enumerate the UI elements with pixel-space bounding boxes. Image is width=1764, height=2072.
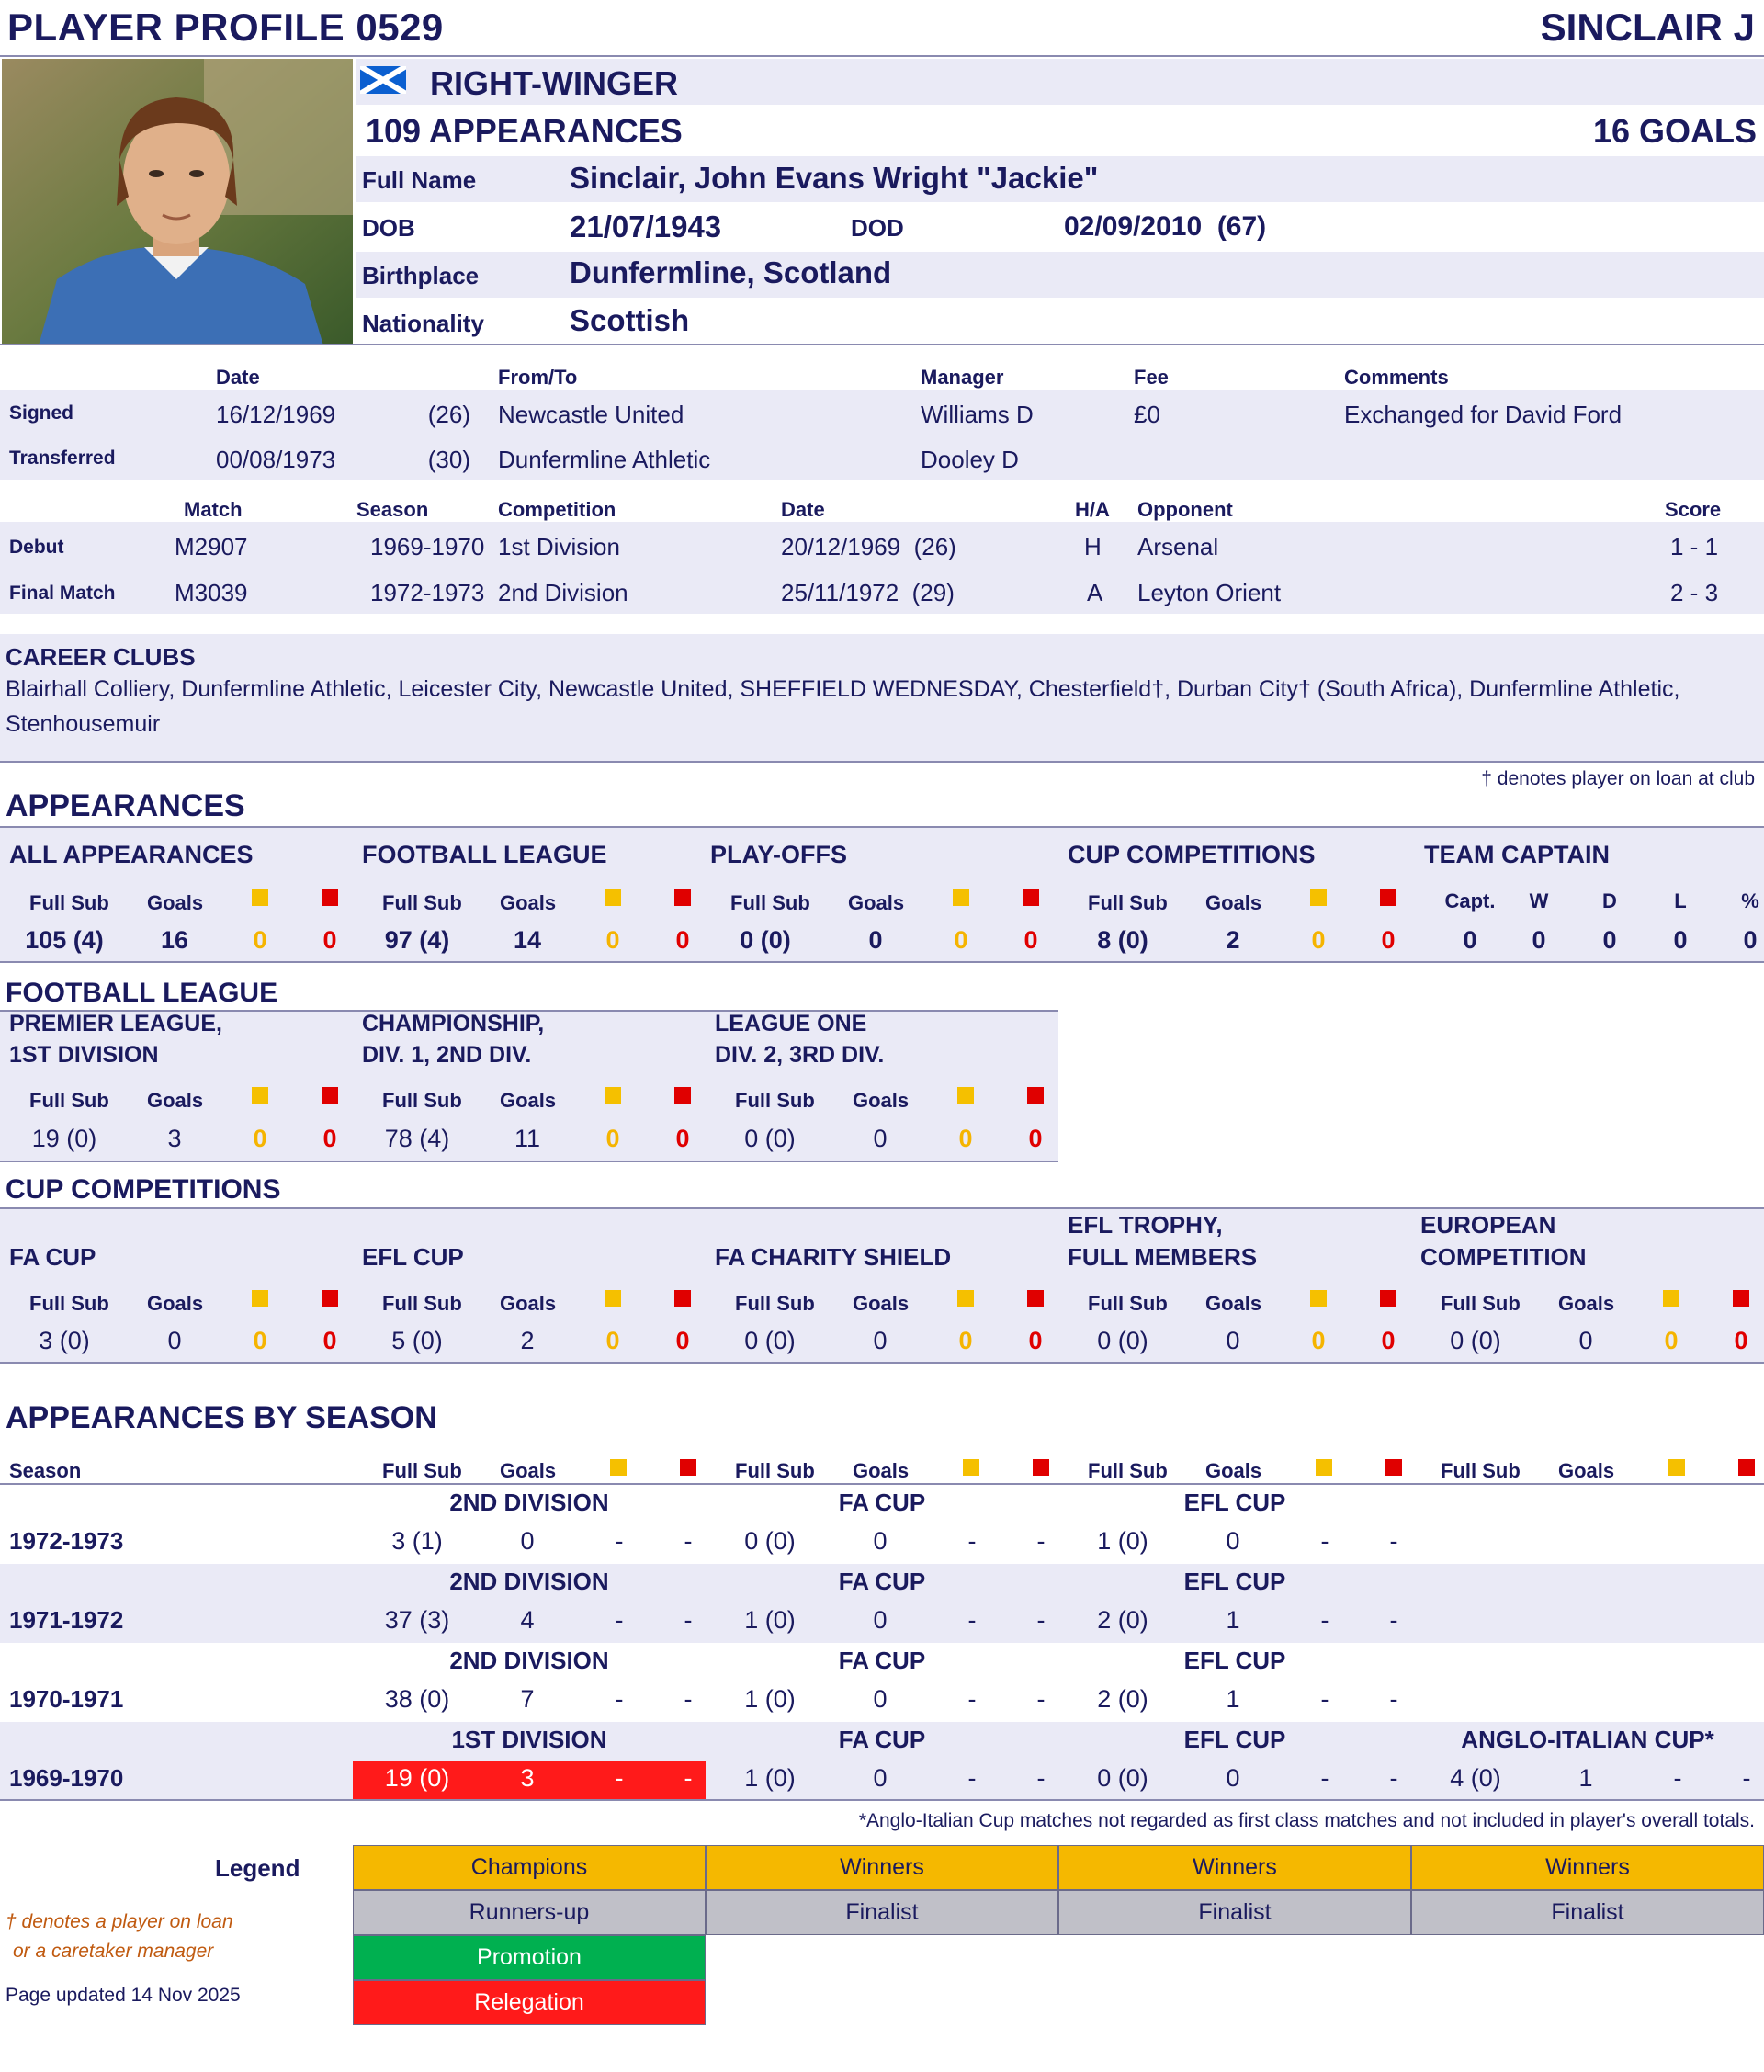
yellow-card-icon — [605, 889, 621, 906]
stat-full-sub: 0 (0) — [1097, 1327, 1148, 1354]
season-yellow: - — [967, 1606, 977, 1634]
match-row-opponent: Leyton Orient — [1137, 579, 1282, 606]
match-row-score: 2 - 3 — [1670, 579, 1719, 606]
col-header-goals: Goals — [500, 891, 557, 914]
stat-block-title-line1: EUROPEAN — [1420, 1211, 1556, 1239]
match-row-id: M3039 — [175, 579, 248, 606]
season-yellow: - — [1320, 1764, 1329, 1792]
stat-goals: 0 — [868, 926, 883, 954]
season-full-sub: 1 (0) — [744, 1764, 796, 1792]
transfer-row-age: (30) — [427, 446, 470, 473]
legend-label: Legend — [215, 1854, 300, 1882]
season-yellow: - — [1673, 1764, 1682, 1792]
stat-red-cards: 0 — [1028, 1327, 1043, 1354]
captain-header-capt: Capt. — [1444, 889, 1496, 912]
season-goals: 0 — [873, 1527, 888, 1555]
season-goals: 1 — [1226, 1606, 1240, 1634]
season-red: - — [684, 1685, 693, 1713]
birthplace-label: Birthplace — [362, 262, 480, 289]
col-header-goals: Goals — [1205, 1459, 1262, 1482]
col-header-full-sub: Full Sub — [382, 1292, 462, 1315]
season-competition-name: EFL CUP — [1183, 1726, 1286, 1753]
stat-full-sub: 0 (0) — [1450, 1327, 1501, 1354]
captain-header-l: L — [1674, 889, 1687, 912]
stat-full-sub: 78 (4) — [384, 1125, 450, 1152]
transfer-row-fee: £0 — [1134, 401, 1160, 428]
red-card-icon — [1027, 1290, 1044, 1307]
stat-block-title: PLAY-OFFS — [710, 841, 848, 868]
legend-promotion: Promotion — [353, 1935, 706, 1980]
yellow-card-icon — [957, 1290, 974, 1307]
match-row-score: 1 - 1 — [1670, 533, 1719, 560]
stat-block-title-line1: CHAMPIONSHIP, — [362, 1011, 545, 1036]
player-photo — [2, 59, 353, 345]
legend-finalist: Finalist — [706, 1890, 1058, 1935]
stat-red-cards: 0 — [675, 1125, 690, 1152]
appearances-total: 109 APPEARANCES — [366, 112, 683, 150]
col-header-full-sub: Full Sub — [382, 1089, 462, 1112]
stat-goals: 0 — [1226, 1327, 1240, 1354]
dob-value: 21/07/1943 — [570, 209, 722, 243]
red-card-icon — [1738, 1459, 1755, 1476]
legend-champions: Champions — [353, 1845, 706, 1890]
match-header-ha: H/A — [1075, 498, 1110, 521]
stat-yellow-cards: 0 — [1664, 1327, 1679, 1354]
red-card-icon — [322, 889, 338, 906]
match-header-match: Match — [184, 498, 243, 521]
season-yellow: - — [1320, 1527, 1329, 1555]
season-yellow: - — [967, 1685, 977, 1713]
stat-red-cards: 0 — [675, 926, 690, 954]
stat-full-sub: 0 (0) — [744, 1327, 796, 1354]
match-row-date: 25/11/1972 (29) — [781, 579, 955, 606]
full-name-value: Sinclair, John Evans Wright "Jackie" — [570, 161, 1099, 195]
transfer-row-date: 00/08/1973 — [216, 446, 336, 473]
football-league-heading: FOOTBALL LEAGUE — [6, 978, 278, 1008]
yellow-card-icon — [1310, 889, 1327, 906]
col-header-full-sub: Full Sub — [730, 891, 810, 914]
season-goals: 0 — [873, 1606, 888, 1634]
red-card-icon — [322, 1087, 338, 1104]
col-header-full-sub: Full Sub — [29, 1292, 109, 1315]
season-yellow: - — [615, 1764, 624, 1792]
stat-red-cards: 0 — [1381, 1327, 1396, 1354]
captain-header-w: W — [1529, 889, 1549, 912]
bio-band-3 — [356, 252, 1764, 298]
season-yellow: - — [615, 1685, 624, 1713]
season-competition-name: 2ND DIVISION — [449, 1489, 609, 1516]
col-header-full-sub: Full Sub — [29, 891, 109, 914]
captain-value-l: 0 — [1673, 926, 1688, 954]
stat-yellow-cards: 0 — [605, 926, 620, 954]
loan-note: † denotes player on loan at club — [1481, 768, 1755, 789]
player-position: RIGHT-WINGER — [430, 64, 678, 102]
col-header-goals: Goals — [853, 1459, 910, 1482]
yellow-card-icon — [1668, 1459, 1685, 1476]
season-full-sub: 0 (0) — [744, 1527, 796, 1555]
fl-bottom-line — [0, 1161, 1058, 1162]
season-full-sub: 37 (3) — [384, 1606, 450, 1634]
stat-block-title-line1: PREMIER LEAGUE, — [9, 1011, 222, 1036]
match-row-label: Debut — [9, 537, 64, 558]
stat-yellow-cards: 0 — [1311, 926, 1326, 954]
match-header-competition: Competition — [498, 498, 616, 521]
stat-block-title: DIV. 2, 3RD DIV. — [715, 1042, 885, 1068]
season-full-sub: 0 (0) — [1097, 1764, 1148, 1792]
yellow-card-icon — [252, 1087, 268, 1104]
season-label: 1971-1972 — [9, 1606, 124, 1634]
match-header-date: Date — [781, 498, 825, 521]
legend-finalist: Finalist — [1411, 1890, 1764, 1935]
yellow-card-icon — [953, 889, 969, 906]
loan-caretaker-note-2: or a caretaker manager — [13, 1941, 214, 1962]
yellow-card-icon — [252, 1290, 268, 1307]
page-updated: Page updated 14 Nov 2025 — [6, 1985, 241, 2006]
season-full-sub: 1 (0) — [1097, 1527, 1148, 1555]
yellow-card-icon — [1316, 1459, 1332, 1476]
season-full-sub: 2 (0) — [1097, 1606, 1148, 1634]
stat-block-title: FOOTBALL LEAGUE — [362, 841, 607, 868]
season-goals: 0 — [1226, 1764, 1240, 1792]
season-competition-name: FA CUP — [838, 1726, 926, 1753]
stat-red-cards: 0 — [322, 1327, 337, 1354]
transfer-header-club: From/To — [498, 366, 578, 389]
stat-block-title: FA CUP — [9, 1243, 96, 1271]
season-competition-name: 2ND DIVISION — [449, 1568, 609, 1595]
stat-block-title: EFL CUP — [362, 1243, 464, 1271]
transfer-row-date: 16/12/1969 — [216, 401, 336, 428]
col-header-goals: Goals — [1558, 1292, 1615, 1315]
season-goals: 0 — [873, 1685, 888, 1713]
stat-goals: 0 — [1578, 1327, 1593, 1354]
transfer-header-manager: Manager — [921, 366, 1004, 389]
season-competition-name: EFL CUP — [1183, 1647, 1286, 1674]
stat-red-cards: 0 — [322, 1125, 337, 1152]
red-card-icon — [1033, 1459, 1049, 1476]
season-label: 1972-1973 — [9, 1527, 124, 1555]
legend-winners: Winners — [1411, 1845, 1764, 1890]
season-goals: 1 — [1578, 1764, 1593, 1792]
col-header-goals: Goals — [1205, 891, 1262, 914]
career-heading: CAREER CLUBS — [6, 643, 196, 671]
stat-goals: 0 — [873, 1327, 888, 1354]
red-card-icon — [1380, 1290, 1396, 1307]
red-card-icon — [1380, 889, 1396, 906]
col-header-goals: Goals — [500, 1089, 557, 1112]
career-clubs-line2: Stenhousemuir — [6, 711, 161, 737]
col-header-full-sub: Full Sub — [735, 1292, 815, 1315]
season-full-sub: 3 (1) — [391, 1527, 443, 1555]
goals-total: 16 GOALS — [1592, 112, 1757, 150]
match-row-season: 1972-1973 — [370, 579, 485, 606]
season-column-label: Season — [9, 1459, 82, 1482]
legend-winners: Winners — [706, 1845, 1058, 1890]
stat-red-cards: 0 — [322, 926, 337, 954]
stat-goals: 3 — [167, 1125, 182, 1152]
season-yellow: - — [967, 1764, 977, 1792]
season-goals: 0 — [1226, 1527, 1240, 1555]
captain-value-capt: 0 — [1463, 926, 1477, 954]
col-header-full-sub: Full Sub — [1088, 1459, 1168, 1482]
season-full-sub: 1 (0) — [744, 1606, 796, 1634]
season-yellow: - — [967, 1527, 977, 1555]
captain-value-w: 0 — [1532, 926, 1546, 954]
season-red: - — [1036, 1527, 1046, 1555]
scotland-flag-icon — [360, 66, 406, 94]
col-header-goals: Goals — [1558, 1459, 1615, 1482]
match-row-date: 20/12/1969 (26) — [781, 533, 956, 560]
stat-goals: 2 — [1226, 926, 1240, 954]
captain-header-pct: % — [1741, 889, 1759, 912]
season-red: - — [1389, 1527, 1398, 1555]
season-goals: 7 — [520, 1685, 535, 1713]
captain-title: TEAM CAPTAIN — [1424, 841, 1610, 868]
stat-goals: 14 — [513, 926, 542, 954]
stat-goals: 11 — [514, 1125, 541, 1152]
season-label: 1970-1971 — [9, 1685, 124, 1713]
stat-full-sub: 19 (0) — [31, 1125, 97, 1152]
nationality-label: Nationality — [362, 310, 484, 337]
stat-yellow-cards: 0 — [605, 1327, 620, 1354]
dod-label: DOD — [851, 214, 904, 242]
match-header-opponent: Opponent — [1137, 498, 1233, 521]
season-yellow: - — [1320, 1606, 1329, 1634]
transfer-header-date: Date — [216, 366, 260, 389]
season-red: - — [684, 1764, 693, 1792]
cup-competitions-heading: CUP COMPETITIONS — [6, 1174, 281, 1205]
stat-full-sub: 0 (0) — [740, 926, 791, 954]
season-label: 1969-1970 — [9, 1764, 124, 1792]
season-red: - — [1389, 1764, 1398, 1792]
player-short-name: SINCLAIR J — [1540, 6, 1755, 49]
stat-yellow-cards: 0 — [958, 1327, 973, 1354]
season-yellow: - — [615, 1606, 624, 1634]
season-full-sub: 2 (0) — [1097, 1685, 1148, 1713]
season-competition-name: FA CUP — [838, 1568, 926, 1595]
col-header-full-sub: Full Sub — [1088, 891, 1168, 914]
season-red: - — [1036, 1685, 1046, 1713]
season-competition-name: 2ND DIVISION — [449, 1647, 609, 1674]
col-header-goals: Goals — [853, 1292, 910, 1315]
red-card-icon — [674, 1290, 691, 1307]
anglo-italian-footnote: *Anglo-Italian Cup matches not regarded as first class matches and not included in player's overall totals. — [858, 1810, 1755, 1831]
stat-red-cards: 0 — [1023, 926, 1038, 954]
stat-yellow-cards: 0 — [958, 1125, 973, 1152]
stat-block-title: CUP COMPETITIONS — [1068, 841, 1316, 868]
match-row-opponent: Arsenal — [1137, 533, 1219, 560]
stat-full-sub: 105 (4) — [25, 926, 104, 954]
yellow-card-icon — [252, 889, 268, 906]
stat-full-sub: 8 (0) — [1097, 926, 1148, 954]
appearances-heading: APPEARANCES — [6, 788, 245, 823]
legend-relegation: Relegation — [353, 1980, 706, 2025]
col-header-goals: Goals — [848, 891, 905, 914]
col-header-full-sub: Full Sub — [1088, 1292, 1168, 1315]
season-goals: 3 — [520, 1764, 535, 1792]
dod-value: 02/09/2010 (67) — [1064, 211, 1267, 242]
match-row-ha: A — [1087, 579, 1103, 606]
yellow-card-icon — [963, 1459, 979, 1476]
match-row-competition: 2nd Division — [498, 579, 628, 606]
red-card-icon — [1027, 1087, 1044, 1104]
transfer-row-label: Signed — [9, 402, 74, 424]
yellow-card-icon — [1310, 1290, 1327, 1307]
match-header-season: Season — [356, 498, 429, 521]
match-header-score: Score — [1665, 498, 1722, 521]
red-card-icon — [680, 1459, 696, 1476]
stat-goals: 0 — [873, 1125, 888, 1152]
season-competition-name: FA CUP — [838, 1647, 926, 1674]
col-header-full-sub: Full Sub — [735, 1089, 815, 1112]
season-red: - — [1389, 1685, 1398, 1713]
yellow-card-icon — [605, 1087, 621, 1104]
match-row-season: 1969-1970 — [370, 533, 485, 560]
transfer-row-comments: Exchanged for David Ford — [1344, 401, 1623, 428]
stat-red-cards: 0 — [675, 1327, 690, 1354]
season-red: - — [684, 1606, 693, 1634]
transfer-row-label: Transferred — [9, 447, 116, 469]
stat-yellow-cards: 0 — [253, 926, 267, 954]
stat-goals: 16 — [160, 926, 189, 954]
yellow-card-icon — [957, 1087, 974, 1104]
season-red: - — [1742, 1764, 1751, 1792]
col-header-goals: Goals — [500, 1459, 557, 1482]
red-card-icon — [674, 889, 691, 906]
col-header-goals: Goals — [500, 1292, 557, 1315]
transfer-row-club: Newcastle United — [498, 401, 684, 428]
legend-runners-up: Runners-up — [353, 1890, 706, 1935]
transfer-header-comments: Comments — [1344, 366, 1449, 389]
stat-yellow-cards: 0 — [253, 1125, 267, 1152]
legend-finalist: Finalist — [1058, 1890, 1411, 1935]
match-row-label: Final Match — [9, 583, 116, 604]
stat-full-sub: 97 (4) — [384, 926, 450, 954]
transfer-row-club: Dunfermline Athletic — [498, 446, 711, 473]
stat-block-title: 1ST DIVISION — [9, 1042, 159, 1068]
stat-red-cards: 0 — [1028, 1125, 1043, 1152]
season-red: - — [1036, 1764, 1046, 1792]
stat-block-title: ALL APPEARANCES — [9, 841, 254, 868]
stat-red-cards: 0 — [1734, 1327, 1748, 1354]
captain-header-d: D — [1602, 889, 1617, 912]
season-header-line — [0, 1483, 1764, 1485]
red-card-icon — [1733, 1290, 1749, 1307]
red-card-icon — [1385, 1459, 1402, 1476]
yellow-card-icon — [610, 1459, 627, 1476]
season-red: - — [1036, 1606, 1046, 1634]
season-full-sub: 19 (0) — [384, 1764, 450, 1792]
career-clubs-line1: Blairhall Colliery, Dunfermline Athletic, Leicester City, Newcastle United, SHEFFIELD WEDNESDAY, Chesterfield†, Durban City† (South Africa), Dunfermline Athletic, — [6, 676, 1680, 702]
red-card-icon — [322, 1290, 338, 1307]
stat-yellow-cards: 0 — [605, 1125, 620, 1152]
yellow-card-icon — [605, 1290, 621, 1307]
season-full-sub: 1 (0) — [744, 1685, 796, 1713]
stat-block-title-line1: LEAGUE ONE — [715, 1011, 867, 1036]
col-header-goals: Goals — [1205, 1292, 1262, 1315]
col-header-full-sub: Full Sub — [1441, 1459, 1521, 1482]
captain-value-d: 0 — [1602, 926, 1617, 954]
season-goals: 0 — [873, 1764, 888, 1792]
stat-red-cards: 0 — [1381, 926, 1396, 954]
col-header-goals: Goals — [853, 1089, 910, 1112]
col-header-full-sub: Full Sub — [735, 1459, 815, 1482]
cup-bottom-line — [0, 1362, 1764, 1364]
season-red: - — [1389, 1606, 1398, 1634]
title-divider — [0, 55, 1764, 57]
match-row-competition: 1st Division — [498, 533, 620, 560]
stat-full-sub: 5 (0) — [391, 1327, 443, 1354]
full-name-label: Full Name — [362, 166, 477, 194]
yellow-card-icon — [1663, 1290, 1679, 1307]
stat-block-title: COMPETITION — [1420, 1243, 1587, 1271]
season-goals: 0 — [520, 1527, 535, 1555]
legend-winners: Winners — [1058, 1845, 1411, 1890]
stat-yellow-cards: 0 — [253, 1327, 267, 1354]
col-header-full-sub: Full Sub — [1441, 1292, 1521, 1315]
bio-divider — [0, 344, 1764, 345]
col-header-full-sub: Full Sub — [382, 1459, 462, 1482]
season-full-sub: 38 (0) — [384, 1685, 450, 1713]
col-header-goals: Goals — [147, 891, 204, 914]
season-competition-name: FA CUP — [838, 1489, 926, 1516]
red-card-icon — [1023, 889, 1039, 906]
red-card-icon — [674, 1087, 691, 1104]
transfer-row-manager: Williams D — [921, 401, 1034, 428]
season-competition-name: 1ST DIVISION — [451, 1726, 607, 1753]
season-goals: 1 — [1226, 1685, 1240, 1713]
page-title: PLAYER PROFILE 0529 — [7, 6, 444, 49]
col-header-full-sub: Full Sub — [29, 1089, 109, 1112]
birthplace-value: Dunfermline, Scotland — [570, 255, 892, 289]
match-row-ha: H — [1084, 533, 1102, 560]
season-red: - — [684, 1527, 693, 1555]
career-divider — [0, 761, 1764, 763]
season-competition-name: ANGLO-ITALIAN CUP* — [1461, 1726, 1714, 1753]
stat-goals: 0 — [167, 1327, 182, 1354]
stat-block-title: FULL MEMBERS — [1068, 1243, 1258, 1271]
season-full-sub: 4 (0) — [1450, 1764, 1501, 1792]
stat-block-title: FA CHARITY SHIELD — [715, 1243, 952, 1271]
col-header-goals: Goals — [147, 1292, 204, 1315]
season-competition-name: EFL CUP — [1183, 1489, 1286, 1516]
appearances-bottom-line — [0, 961, 1764, 963]
loan-caretaker-note-1: † denotes a player on loan — [6, 1911, 233, 1932]
season-competition-name: EFL CUP — [1183, 1568, 1286, 1595]
dob-label: DOB — [362, 214, 415, 242]
season-yellow: - — [1320, 1685, 1329, 1713]
captain-value-pct: 0 — [1743, 926, 1758, 954]
season-yellow: - — [615, 1527, 624, 1555]
stat-yellow-cards: 0 — [954, 926, 968, 954]
transfer-row-age: (26) — [427, 401, 470, 428]
stat-goals: 2 — [520, 1327, 535, 1354]
season-bottom-line — [0, 1799, 1764, 1801]
transfer-row-manager: Dooley D — [921, 446, 1019, 473]
match-row-id: M2907 — [175, 533, 248, 560]
stat-block-title-line1: EFL TROPHY, — [1068, 1211, 1223, 1239]
col-header-full-sub: Full Sub — [382, 891, 462, 914]
stat-full-sub: 0 (0) — [744, 1125, 796, 1152]
transfer-header-fee: Fee — [1134, 366, 1169, 389]
col-header-goals: Goals — [147, 1089, 204, 1112]
season-goals: 4 — [520, 1606, 535, 1634]
by-season-heading: APPEARANCES BY SEASON — [6, 1400, 437, 1435]
stat-full-sub: 3 (0) — [39, 1327, 90, 1354]
nationality-value: Scottish — [570, 303, 690, 337]
stat-yellow-cards: 0 — [1311, 1327, 1326, 1354]
stat-block-title: DIV. 1, 2ND DIV. — [362, 1042, 532, 1068]
